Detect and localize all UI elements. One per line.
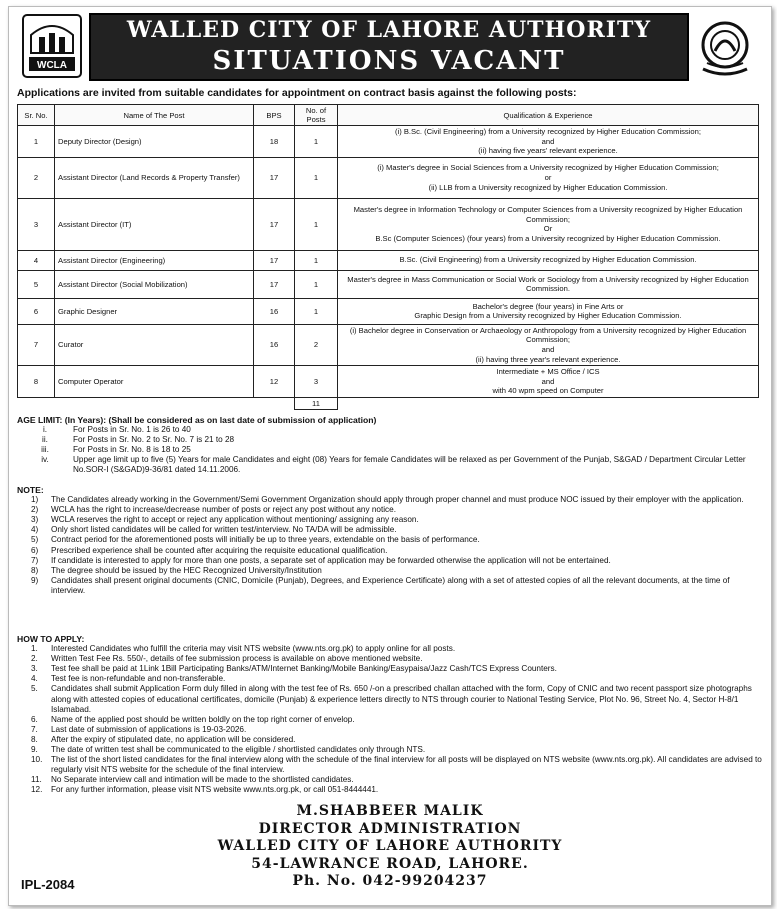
list-item: 8) The degree should be issued by the HEC Recognized University/Institution <box>31 565 322 575</box>
age-limit-section <box>17 415 765 476</box>
row-bps: 16 <box>254 298 295 324</box>
row-qualification: (i) Bachelor degree in Conservation or Archaeology or Anthropology from a University recognized by Higher Education Commission; and (ii) having three year's relevant experience. <box>338 324 759 365</box>
list-item: i. For Posts in Sr. No. 1 is 26 to 40 <box>42 425 191 435</box>
row-post: Deputy Director (Design) <box>55 126 254 158</box>
col-sr-no: Sr. No. <box>18 105 55 126</box>
list-item: 5. Candidates shall submit Application Form duly filled in along with the test fee of Rs. 650 /-on a prescribed challan attached with the form, Copy of CNIC and two recent passport size photographs along with attested copies of educational certificates, domicile (Punjab) & experience letters directly to NTS through courier to National Testing Service, Plot No. 96, Street No. 4, Sector H-8/1 Islamabad. <box>31 684 752 714</box>
list-item: 1. Interested Candidates who fulfill the criteria may visit NTS website (www.nts.org.pk) to apply online for all posts. <box>31 644 456 654</box>
list-item: 3. Test fee shall be paid at 1Link 1Bill Participating Banks/ATM/Internet Banking/Mobile Banking/Easypaisa/Jazz Cash/TCS Express Counters. <box>31 664 557 674</box>
row-qualification: Bachelor's degree (four years) in Fine Arts or Graphic Design from a University recognized by Higher Education Commission. <box>338 298 759 324</box>
row-qualification: Master's degree in Mass Communication or Social Work or Sociology from a University recognized by Higher Education Commission. <box>338 270 759 298</box>
signatory-name: M.SHABBEER MALIK <box>296 803 484 819</box>
table-row <box>18 126 759 158</box>
row-qualification: (i) Master's degree in Social Sciences from a University recognized by Higher Education Commission; or (ii) LLB from a University recognized by Higher Education Commission. <box>338 157 759 198</box>
age-limit-heading: AGE LIMIT: (In Years): (Shall be considered as on last date of submission of application) <box>17 415 377 425</box>
row-qualification: Master's degree in Information Technology or Computer Sciences from a University recognized by Higher Education Commission; Or B.Sc (Computer Sciences) (four years) from a University recognized by Higher Education Commission. <box>338 198 759 250</box>
wcla-logo-text: WCLA <box>37 60 67 71</box>
row-posts: 1 <box>295 126 338 158</box>
situations-vacant-title: SITUATIONS VACANT <box>212 46 566 76</box>
row-post: Assistant Director (Social Mobilization) <box>55 270 254 298</box>
col-post-name: Name of The Post <box>55 105 254 126</box>
signatory-designation: DIRECTOR ADMINISTRATION <box>258 820 522 837</box>
row-sr: 4 <box>18 250 55 270</box>
posts-table <box>17 104 759 410</box>
wcla-logo <box>21 13 83 79</box>
row-qualification: Intermediate + MS Office / ICS and with 40 wpm speed on Computer <box>338 366 759 398</box>
row-sr: 2 <box>18 157 55 198</box>
row-bps: 17 <box>254 250 295 270</box>
list-item: 9) Candidates shall present original documents (CNIC, Domicile (Punjab), Degrees, and Experience Certificate) along with a set of attested copies of all the relevant documents, at the time of interview. <box>31 575 730 595</box>
row-bps: 17 <box>254 198 295 250</box>
row-sr: 6 <box>18 298 55 324</box>
intro-text: Applications are invited from suitable candidates for appointment on contract basis against the following posts: <box>17 87 577 99</box>
note-section <box>17 485 765 596</box>
row-bps: 18 <box>254 126 295 158</box>
row-bps: 12 <box>254 366 295 398</box>
table-row <box>18 324 759 365</box>
col-qualification: Qualification & Experience <box>338 105 759 126</box>
row-bps: 17 <box>254 270 295 298</box>
list-item: 1) The Candidates already working in the Government/Semi Government Organization should apply through proper channel and must produce NOC issued by their employer with the application. <box>31 495 744 505</box>
table-total-row <box>18 397 759 409</box>
table-row <box>18 270 759 298</box>
table-row <box>18 298 759 324</box>
list-item: 12. For any further information, please visit NTS website www.nts.org.pk, or call 051-8444441. <box>31 785 379 795</box>
row-post: Assistant Director (Land Records & Property Transfer) <box>55 157 254 198</box>
row-qualification: B.Sc. (Civil Engineering) from a University recognized by Higher Education Commission. <box>338 250 759 270</box>
col-bps: BPS <box>254 105 295 126</box>
advertisement-page <box>8 6 772 906</box>
list-item: 5) Contract period for the aforementioned posts will initially be up to three years, extendable on the basis of performance. <box>31 535 480 545</box>
list-item: 11. No Separate interview call and intimation will be made to the shortlisted candidates. <box>31 775 354 785</box>
how-to-apply-heading: HOW TO APPLY: <box>17 634 85 644</box>
note-heading: NOTE: <box>17 485 44 495</box>
ipl-number: IPL-2084 <box>21 877 75 892</box>
row-posts: 1 <box>295 270 338 298</box>
row-sr: 5 <box>18 270 55 298</box>
list-item: 2. Written Test Fee Rs. 550/-, details of fee submission process is available on above mentioned website. <box>31 654 423 664</box>
list-item: 2) WCLA has the right to increase/decrease number of posts or reject any post without any notice. <box>31 505 396 515</box>
row-bps: 17 <box>254 157 295 198</box>
list-item: iii. For Posts in Sr. No. 8 is 18 to 25 <box>41 445 191 455</box>
table-row <box>18 198 759 250</box>
table-header-row <box>18 105 759 126</box>
row-post: Graphic Designer <box>55 298 254 324</box>
list-item: ii. For Posts in Sr. No. 2 to Sr. No. 7 is 21 to 28 <box>42 435 235 445</box>
how-to-apply-section <box>17 634 765 796</box>
row-posts: 1 <box>295 250 338 270</box>
list-item: iv. Upper age limit up to five (5) Years for male Candidates and eight (08) Years for female Candidates will be relaxed as per Government of the Punjab, S&GAD / Department Circular Letter No.SOR-I (S&GAD)9-36/81 dated 14.11.2006. <box>41 455 746 475</box>
list-item: 9. The date of written test shall be communicated to the eligible / shortlisted candidates only through NTS. <box>31 745 426 755</box>
row-sr: 1 <box>18 126 55 158</box>
table-row <box>18 250 759 270</box>
list-item: 10. The list of the short listed candidates for the final interview along with the schedule of the final interview for all posts will be displayed on NTS website (www.nts.org.pk). All candidates are advised to regularly visit NTS website for the schedule of the final interview. <box>31 755 762 775</box>
row-post: Computer Operator <box>55 366 254 398</box>
list-item: 6) Prescribed experience shall be counted after acquiring the requisite educational qualification. <box>31 545 388 555</box>
total-posts: 11 <box>295 397 338 409</box>
row-post: Assistant Director (IT) <box>55 198 254 250</box>
list-item: 4) Only short listed candidates will be called for written test/interview. No TA/DA will be admissible. <box>31 525 397 535</box>
list-item: 6. Name of the applied post should be written boldly on the top right corner of envelop. <box>31 714 355 724</box>
row-posts: 1 <box>295 198 338 250</box>
row-post: Curator <box>55 324 254 365</box>
row-post: Assistant Director (Engineering) <box>55 250 254 270</box>
table-row <box>18 157 759 198</box>
list-item: 7. Last date of submission of applications is 19-03-2026. <box>31 724 247 734</box>
authority-title: WALLED CITY OF LAHORE AUTHORITY <box>126 17 652 43</box>
row-posts: 2 <box>295 324 338 365</box>
signatory-org: WALLED CITY OF LAHORE AUTHORITY <box>217 838 563 854</box>
signatory-phone: Ph. No. 042-99204237 <box>292 873 488 889</box>
table-row <box>18 366 759 398</box>
row-posts: 1 <box>295 298 338 324</box>
row-sr: 8 <box>18 366 55 398</box>
header <box>15 11 763 83</box>
title-box <box>89 13 689 81</box>
row-posts: 1 <box>295 157 338 198</box>
row-bps: 16 <box>254 324 295 365</box>
row-sr: 3 <box>18 198 55 250</box>
row-qualification: (i) B.Sc. (Civil Engineering) from a University recognized by Higher Education Commission; and (ii) having five years' relevant experience. <box>338 126 759 158</box>
list-item: 3) WCLA reserves the right to accept or reject any application without mentioning/ assigning any reason. <box>31 515 419 525</box>
signatory-address: 54-LAWRANCE ROAD, LAHORE. <box>251 855 529 872</box>
punjab-emblem-icon <box>693 17 757 79</box>
row-sr: 7 <box>18 324 55 365</box>
list-item: 8. After the expiry of stipulated date, no application will be considered. <box>31 734 296 744</box>
signature-block <box>9 803 771 891</box>
list-item: 7) If candidate is interested to apply for more than one posts, a separate set of application may be forwarded otherwise the application will not be entertained. <box>31 555 611 565</box>
row-posts: 3 <box>295 366 338 398</box>
col-no-of-posts: No. of Posts <box>295 105 338 126</box>
list-item: 4. Test fee is non-refundable and non-transferable. <box>31 674 226 684</box>
